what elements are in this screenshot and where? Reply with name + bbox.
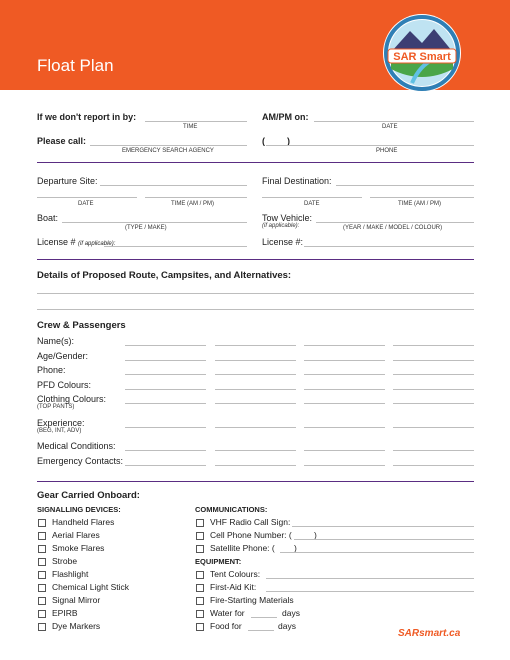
crew-cell-field[interactable] bbox=[304, 403, 385, 404]
final-destination-field[interactable] bbox=[336, 185, 474, 186]
departure-time-field[interactable] bbox=[145, 197, 247, 198]
crew-row-label: Name(s): bbox=[37, 336, 75, 346]
signalling-checkbox[interactable] bbox=[38, 545, 46, 553]
crew-cell-field[interactable] bbox=[393, 403, 474, 404]
crew-cell-field[interactable] bbox=[304, 389, 385, 390]
crew-row-label: Experience: bbox=[37, 418, 85, 428]
satellite-close-paren: ) bbox=[294, 543, 297, 553]
crew-cell-field[interactable] bbox=[215, 360, 296, 361]
departure-site-label: Departure Site: bbox=[37, 176, 98, 186]
phone-close-paren: ) bbox=[287, 136, 290, 146]
departure-time-caption: TIME (AM / PM) bbox=[171, 201, 214, 207]
if-not-report-label: If we don't report in by: bbox=[37, 112, 137, 122]
crew-cell-field[interactable] bbox=[125, 427, 206, 428]
food-days-field[interactable] bbox=[248, 630, 274, 631]
report-time-field[interactable] bbox=[145, 121, 247, 122]
crew-row-label: Clothing Colours: bbox=[37, 394, 107, 404]
water-label: Water for bbox=[210, 608, 245, 618]
vhf-label: VHF Radio Call Sign: bbox=[210, 517, 291, 527]
license-right-field[interactable] bbox=[304, 246, 474, 247]
satellite-label: Satellite Phone: ( bbox=[210, 543, 275, 553]
signalling-heading: SIGNALLING DEVICES: bbox=[37, 505, 121, 514]
fire-checkbox[interactable] bbox=[196, 597, 204, 605]
crew-cell-field[interactable] bbox=[125, 389, 206, 390]
tent-field[interactable] bbox=[266, 578, 474, 579]
signalling-checkbox[interactable] bbox=[38, 610, 46, 618]
departure-site-field[interactable] bbox=[100, 185, 247, 186]
route-line-2[interactable] bbox=[37, 309, 474, 310]
water-checkbox[interactable] bbox=[196, 610, 204, 618]
crew-cell-field[interactable] bbox=[125, 465, 206, 466]
crew-cell-field[interactable] bbox=[215, 389, 296, 390]
gear-heading: Gear Carried Onboard: bbox=[37, 490, 140, 501]
cell-field[interactable] bbox=[294, 539, 474, 540]
crew-row-label: Age/Gender: bbox=[37, 351, 89, 361]
tow-vehicle-caption: (YEAR / MAKE / MODEL / COLOUR) bbox=[343, 225, 443, 231]
crew-cell-field[interactable] bbox=[215, 345, 296, 346]
destination-time-field[interactable] bbox=[370, 197, 474, 198]
crew-cell-field[interactable] bbox=[125, 374, 206, 375]
route-heading: Details of Proposed Route, Campsites, and Alternatives: bbox=[37, 270, 292, 281]
crew-cell-field[interactable] bbox=[393, 389, 474, 390]
signalling-checkbox[interactable] bbox=[38, 532, 46, 540]
vhf-field[interactable] bbox=[292, 526, 474, 527]
crew-row-label: PFD Colours: bbox=[37, 380, 92, 390]
boat-label: Boat: bbox=[37, 213, 59, 223]
tent-checkbox[interactable] bbox=[196, 571, 204, 579]
comms-heading: COMMUNICATIONS: bbox=[195, 505, 268, 514]
signalling-item-label: Chemical Light Stick bbox=[52, 582, 130, 592]
vhf-checkbox[interactable] bbox=[196, 519, 204, 527]
report-date-field[interactable] bbox=[314, 121, 474, 122]
signalling-item-label: Aerial Flares bbox=[52, 530, 100, 540]
first-aid-field[interactable] bbox=[266, 591, 474, 592]
phone-field[interactable] bbox=[266, 145, 474, 146]
sar-smart-logo bbox=[382, 13, 462, 93]
license-field[interactable] bbox=[104, 246, 247, 247]
cell-checkbox[interactable] bbox=[196, 532, 204, 540]
signalling-checkbox[interactable] bbox=[38, 584, 46, 592]
crew-cell-field[interactable] bbox=[215, 403, 296, 404]
crew-row-label: Medical Conditions: bbox=[37, 441, 116, 451]
agency-field[interactable] bbox=[90, 145, 247, 146]
crew-cell-field[interactable] bbox=[393, 374, 474, 375]
signalling-checkbox[interactable] bbox=[38, 571, 46, 579]
food-label: Food for bbox=[210, 621, 242, 631]
tow-vehicle-field[interactable] bbox=[316, 222, 474, 223]
signalling-item-label: Flashlight bbox=[52, 569, 89, 579]
route-line-1[interactable] bbox=[37, 293, 474, 294]
crew-row-label: Phone: bbox=[37, 365, 66, 375]
crew-cell-field[interactable] bbox=[393, 345, 474, 346]
fire-label: Fire-Starting Materials bbox=[210, 595, 294, 605]
crew-cell-field[interactable] bbox=[125, 345, 206, 346]
equipment-heading: EQUIPMENT: bbox=[195, 557, 242, 566]
signalling-checkbox[interactable] bbox=[38, 558, 46, 566]
divider-1 bbox=[37, 162, 474, 163]
food-checkbox[interactable] bbox=[196, 623, 204, 631]
signalling-item-label: EPIRB bbox=[52, 608, 78, 618]
crew-cell-field[interactable] bbox=[304, 450, 385, 451]
crew-cell-field[interactable] bbox=[304, 465, 385, 466]
crew-cell-field[interactable] bbox=[125, 450, 206, 451]
cell-label: Cell Phone Number: ( bbox=[210, 530, 292, 540]
am-pm-label: AM/PM on: bbox=[262, 112, 309, 122]
signalling-item-label: Smoke Flares bbox=[52, 543, 105, 553]
crew-cell-field[interactable] bbox=[393, 360, 474, 361]
tow-vehicle-label: Tow Vehicle: bbox=[262, 213, 313, 223]
crew-cell-field[interactable] bbox=[215, 374, 296, 375]
crew-cell-field[interactable] bbox=[304, 360, 385, 361]
signalling-item-label: Signal Mirror bbox=[52, 595, 101, 605]
tent-label: Tent Colours: bbox=[210, 569, 261, 579]
final-destination-label: Final Destination: bbox=[262, 176, 332, 186]
tow-if-applicable: (if applicable): bbox=[262, 223, 300, 229]
water-days-field[interactable] bbox=[251, 617, 277, 618]
signalling-checkbox[interactable] bbox=[38, 623, 46, 631]
signalling-item-label: Handheld Flares bbox=[52, 517, 115, 527]
time-caption: TIME bbox=[183, 124, 198, 130]
departure-date-field[interactable] bbox=[37, 197, 137, 198]
crew-cell-field[interactable] bbox=[393, 427, 474, 428]
signalling-item-label: Dye Markers bbox=[52, 621, 101, 631]
boat-caption: (TYPE / MAKE) bbox=[125, 225, 167, 231]
destination-time-caption: TIME (AM / PM) bbox=[398, 201, 441, 207]
crew-cell-field[interactable] bbox=[393, 450, 474, 451]
page-title: Float Plan bbox=[37, 56, 114, 75]
divider-3 bbox=[37, 481, 474, 482]
destination-date-field[interactable] bbox=[262, 197, 362, 198]
phone-open-paren: ( bbox=[262, 136, 265, 146]
crew-row-sublabel: (TOP PANTS) bbox=[37, 404, 75, 410]
signalling-checkbox[interactable] bbox=[38, 597, 46, 605]
footer-site-link[interactable]: SARsmart.ca bbox=[398, 628, 461, 639]
satellite-field[interactable] bbox=[280, 552, 474, 553]
departure-date-caption: DATE bbox=[78, 201, 94, 207]
satellite-checkbox[interactable] bbox=[196, 545, 204, 553]
please-call-label: Please call: bbox=[37, 136, 87, 146]
license-right-label: License #: bbox=[262, 237, 304, 247]
agency-caption: EMERGENCY SEARCH AGENCY bbox=[122, 148, 214, 154]
crew-row-sublabel: (BEG, INT, ADV) bbox=[37, 428, 82, 434]
license-label: License # (if applicable): bbox=[37, 237, 116, 247]
crew-cell-field[interactable] bbox=[125, 360, 206, 361]
boat-field[interactable] bbox=[62, 222, 247, 223]
crew-cell-field[interactable] bbox=[215, 450, 296, 451]
date-caption: DATE bbox=[382, 124, 398, 130]
crew-heading: Crew & Passengers bbox=[37, 320, 126, 331]
crew-cell-field[interactable] bbox=[393, 465, 474, 466]
first-aid-checkbox[interactable] bbox=[196, 584, 204, 592]
signalling-item-label: Strobe bbox=[52, 556, 78, 566]
signalling-checkbox[interactable] bbox=[38, 519, 46, 527]
cell-close-paren: ) bbox=[314, 530, 317, 540]
crew-cell-field[interactable] bbox=[125, 403, 206, 404]
phone-caption: PHONE bbox=[376, 148, 398, 154]
crew-cell-field[interactable] bbox=[304, 345, 385, 346]
logo-brand-text: SAR Smart bbox=[393, 51, 451, 63]
water-days-label: days bbox=[282, 608, 300, 618]
crew-cell-field[interactable] bbox=[304, 374, 385, 375]
destination-date-caption: DATE bbox=[304, 201, 320, 207]
crew-cell-field[interactable] bbox=[215, 427, 296, 428]
divider-2 bbox=[37, 259, 474, 260]
food-days-label: days bbox=[278, 621, 296, 631]
first-aid-label: First-Aid Kit: bbox=[210, 582, 257, 592]
crew-cell-field[interactable] bbox=[215, 465, 296, 466]
crew-row-label: Emergency Contacts: bbox=[37, 456, 124, 466]
crew-cell-field[interactable] bbox=[304, 427, 385, 428]
